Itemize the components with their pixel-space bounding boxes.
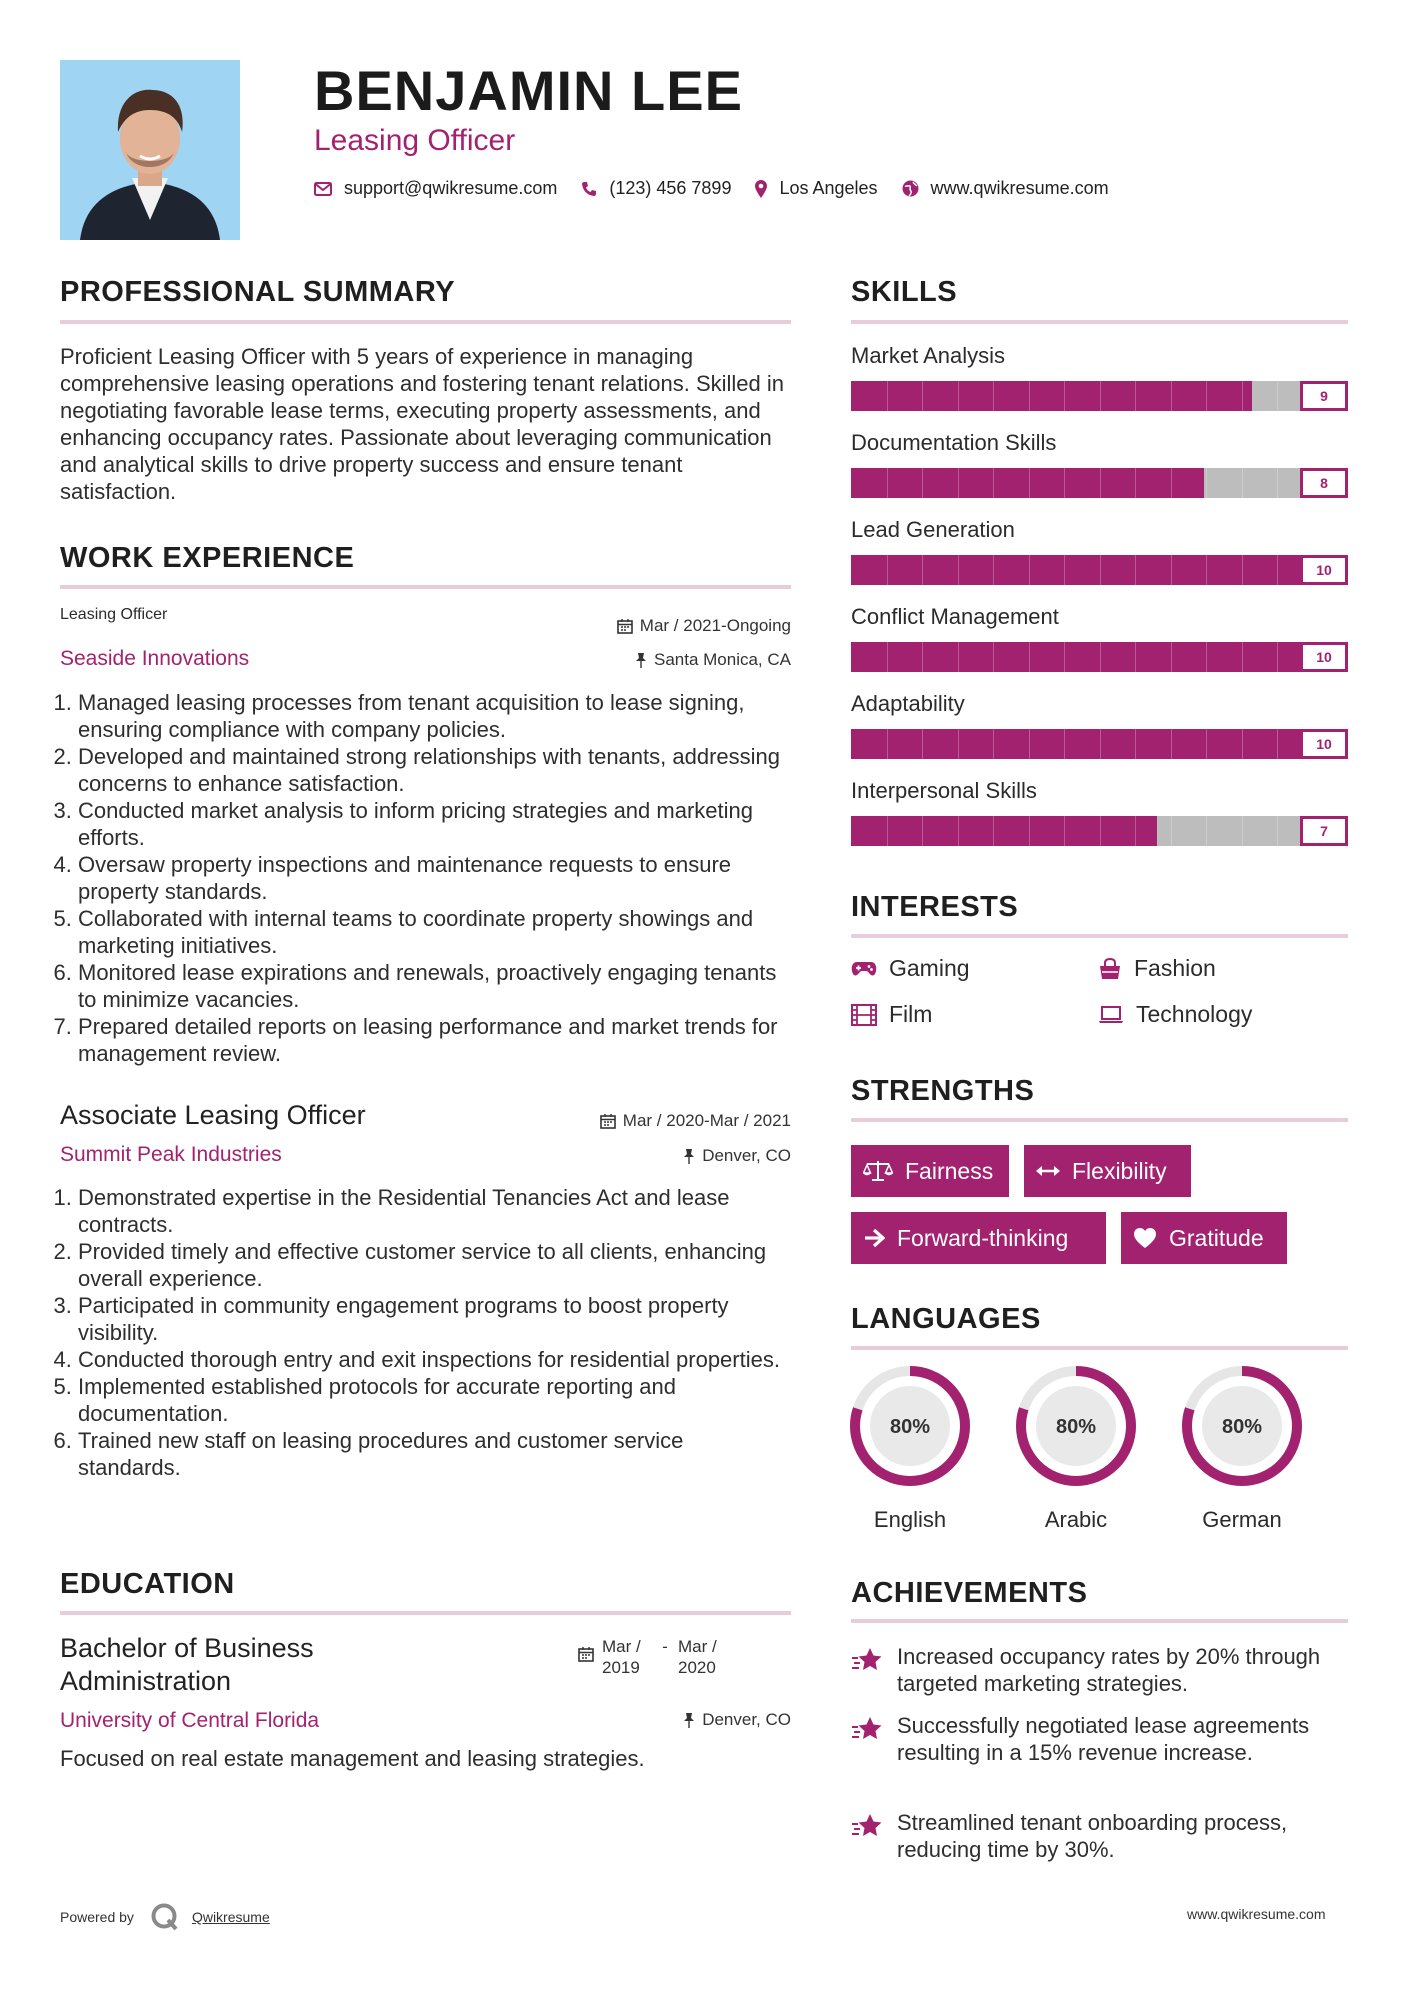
- interest-item: [1098, 955, 1216, 982]
- skill-bar-segment: [887, 729, 888, 759]
- list-item: 5. Collaborated with internal teams to coordinate property showings and marketing initiatives.: [78, 905, 791, 959]
- language-item: [1180, 1364, 1304, 1533]
- skill-label: Documentation Skills: [851, 430, 1057, 455]
- skill-bar-segment: [1206, 642, 1207, 672]
- footer-brand-link[interactable]: Qwikresume: [191, 1909, 270, 1925]
- job-company: Summit Peak Industries: [60, 1143, 282, 1166]
- globe-icon: [902, 180, 919, 197]
- calendar-icon: [578, 1646, 594, 1662]
- skill-bar-segment: [1100, 642, 1101, 672]
- skill-bar-segment: [1206, 729, 1207, 759]
- language-item: [1014, 1364, 1138, 1533]
- shopping-bag-icon: [1098, 958, 1122, 980]
- pushpin-icon: [635, 652, 647, 668]
- laptop-icon: [1098, 1006, 1124, 1024]
- education-dates: [578, 1636, 728, 1678]
- envelope-icon: [314, 182, 332, 196]
- skill-bar-segment: [922, 468, 923, 498]
- skill-bar-segment: [1064, 468, 1065, 498]
- skill-bar-segment: [1171, 816, 1172, 846]
- skill-bar: [851, 729, 1348, 759]
- skill-bar-segment: [1135, 642, 1136, 672]
- language-ring: [1180, 1364, 1304, 1488]
- skill-bar-segment: [887, 642, 888, 672]
- summary-text: Proficient Leasing Officer with 5 years of experience in managing comprehensive leasing operations and fostering tenant relations. Skilled in negotiating favorable lease terms, executing property assessments, and enhancing occupancy rates. Passionate about leveraging communication and analytical skills to drive property success and ensure tenant satisfaction.: [60, 344, 784, 504]
- film-icon: [851, 1004, 877, 1026]
- skill-bar-segment: [1100, 555, 1101, 585]
- interests-divider: [851, 934, 1348, 938]
- strength-chip: [851, 1145, 1009, 1197]
- skill-bar-fill: [851, 468, 1204, 498]
- skill-bar-segment: [993, 468, 994, 498]
- contact-phone-text: (123) 456 7899: [609, 178, 732, 198]
- skill-bar-segment: [1029, 468, 1030, 498]
- interest-label: Fashion: [1134, 955, 1216, 981]
- skill-label: Lead Generation: [851, 517, 1015, 542]
- language-name: Arabic: [1044, 1507, 1108, 1532]
- list-item: 2. Provided timely and effective customer service to all clients, enhancing overall experience.: [78, 1238, 791, 1292]
- candidate-name: BENJAMIN LEE: [314, 59, 743, 122]
- job-dates: [500, 616, 791, 636]
- skill-bar-segment: [1135, 816, 1136, 846]
- skill-bar-segment: [1029, 729, 1030, 759]
- calendar-icon: [617, 618, 633, 634]
- achievements-heading: ACHIEVEMENTS: [851, 1577, 1088, 1609]
- job-location: [500, 650, 791, 670]
- job-bullets: [60, 1184, 791, 1481]
- contact-phone[interactable]: [581, 178, 731, 199]
- phone-icon: [581, 181, 597, 197]
- skill-bar-segment: [922, 642, 923, 672]
- language-item: [848, 1364, 972, 1533]
- skill-bar-segment: [887, 816, 888, 846]
- skill-level-value: 7: [1300, 816, 1348, 846]
- skill-bar-segment: [1171, 642, 1172, 672]
- skills-heading: SKILLS: [851, 276, 958, 308]
- skill-level-value: 8: [1300, 468, 1348, 498]
- skill-bar-segment: [1064, 555, 1065, 585]
- list-item: 4. Conducted thorough entry and exit inspections for residential properties.: [78, 1346, 791, 1373]
- skill-label: Market Analysis: [851, 343, 1006, 368]
- strength-label: Forward-thinking: [897, 1224, 1069, 1251]
- skill-bar-segment: [1277, 555, 1278, 585]
- strength-label: Gratitude: [1169, 1224, 1264, 1251]
- list-item: 6. Monitored lease expirations and renewals, proactively engaging tenants to minimize vacancies.: [78, 959, 791, 1013]
- achievement-text: Increased occupancy rates by 20% through targeted marketing strategies.: [897, 1644, 1321, 1696]
- map-pin-icon: [755, 180, 767, 198]
- footer-url[interactable]: www.qwikresume.com: [1187, 1906, 1326, 1922]
- skill-bar-segment: [1064, 729, 1065, 759]
- job-title: Leasing Officer: [60, 606, 168, 623]
- contact-website-text: www.qwikresume.com: [930, 178, 1109, 198]
- list-item: 1. Demonstrated expertise in the Residential Tenancies Act and lease contracts.: [78, 1184, 791, 1238]
- summary-divider: [60, 320, 791, 324]
- skill-bar-segment: [922, 816, 923, 846]
- qwikresume-logo-icon: [150, 1902, 180, 1932]
- skill-bar-segment: [1171, 468, 1172, 498]
- list-item: 3. Conducted market analysis to inform pricing strategies and marketing efforts.: [78, 797, 791, 851]
- skill-bar-segment: [1135, 468, 1136, 498]
- gamepad-icon: [851, 960, 877, 978]
- skill-level-value: 10: [1300, 555, 1348, 585]
- job-company: Seaside Innovations: [60, 647, 250, 670]
- heart-icon: [1133, 1227, 1157, 1249]
- skill-bar-fill: [851, 816, 1157, 846]
- education-location: [500, 1710, 791, 1730]
- skill-bar-segment: [1277, 642, 1278, 672]
- skill-bar-segment: [993, 642, 994, 672]
- interest-item: [851, 1001, 932, 1028]
- skill-bar-segment: [1242, 729, 1243, 759]
- candidate-title: Leasing Officer: [314, 124, 516, 157]
- skill-bar: [851, 381, 1348, 411]
- skill-label: Interpersonal Skills: [851, 778, 1037, 803]
- skill-label: Conflict Management: [851, 604, 1059, 629]
- skill-bar-segment: [1100, 816, 1101, 846]
- footer-powered: [60, 1902, 270, 1932]
- achievement-item: [851, 1809, 1348, 1863]
- skill-bar-segment: [1242, 468, 1243, 498]
- pushpin-icon: [683, 1148, 695, 1164]
- skill-bar-segment: [922, 381, 923, 411]
- skill-bar-segment: [1242, 816, 1243, 846]
- language-name: German: [1202, 1507, 1282, 1532]
- skill-bar-segment: [1206, 555, 1207, 585]
- skill-bar-segment: [1064, 642, 1065, 672]
- contact-email[interactable]: [314, 178, 557, 199]
- job-location-text: Santa Monica, CA: [653, 650, 791, 669]
- skill-bar: [851, 816, 1348, 846]
- skill-bar-segment: [1064, 816, 1065, 846]
- job-bullets: [60, 689, 791, 1067]
- skill-bar-segment: [1064, 381, 1065, 411]
- star-trophy-icon: [851, 1714, 883, 1742]
- interest-label: Technology: [1136, 1001, 1253, 1027]
- job-title: Associate Leasing Officer: [60, 1100, 366, 1130]
- language-ring: [848, 1364, 972, 1488]
- achievement-text: Successfully negotiated lease agreements resulting in a 15% revenue increase.: [897, 1713, 1310, 1765]
- list-item: 5. Implemented established protocols for accurate reporting and documentation.: [78, 1373, 791, 1427]
- skill-bar-segment: [1206, 381, 1207, 411]
- list-item: 4. Oversaw property inspections and maintenance requests to ensure property standards.: [78, 851, 791, 905]
- skill-bar-segment: [887, 555, 888, 585]
- skill-bar-segment: [1135, 381, 1136, 411]
- pushpin-icon: [683, 1712, 695, 1728]
- skill-bar-segment: [958, 381, 959, 411]
- list-item: 3. Participated in community engagement programs to boost property visibility.: [78, 1292, 791, 1346]
- interest-item: [1098, 1001, 1252, 1028]
- skill-bar-segment: [1277, 381, 1278, 411]
- interest-label: Film: [889, 1001, 933, 1027]
- achievement-item: [851, 1712, 1348, 1766]
- skill-bar-segment: [1171, 381, 1172, 411]
- contact-website[interactable]: [902, 178, 1109, 199]
- education-end: Mar / 2020: [678, 1637, 717, 1677]
- arrows-horizontal-icon: [1036, 1164, 1060, 1178]
- strengths-heading: STRENGTHS: [851, 1075, 1035, 1107]
- language-name: English: [873, 1507, 947, 1532]
- skill-bar-segment: [922, 729, 923, 759]
- list-item: 7. Prepared detailed reports on leasing performance and market trends for management review.: [78, 1013, 791, 1067]
- contact-location: [755, 178, 877, 199]
- balance-scale-icon: [863, 1160, 893, 1182]
- achievement-item: [851, 1643, 1348, 1697]
- skill-bar-segment: [1277, 816, 1278, 846]
- footer-powered-label: Powered by: [60, 1909, 134, 1925]
- contact-bar: [314, 178, 1133, 199]
- list-item: 2. Developed and maintained strong relationships with tenants, addressing concerns to enhance satisfaction.: [78, 743, 791, 797]
- skill-bar-segment: [958, 729, 959, 759]
- skill-level-value: 10: [1300, 729, 1348, 759]
- job-dates-text: Mar / 2020-Mar / 2021: [622, 1111, 791, 1130]
- education-dash: -: [662, 1637, 668, 1656]
- skill-bar-segment: [1100, 729, 1101, 759]
- skill-bar: [851, 642, 1348, 672]
- skill-bar-segment: [1277, 468, 1278, 498]
- skill-bar-segment: [1029, 555, 1030, 585]
- languages-divider: [851, 1346, 1348, 1350]
- job-dates: [500, 1111, 791, 1131]
- strength-label: Flexibility: [1072, 1157, 1167, 1184]
- skill-bar-segment: [1029, 816, 1030, 846]
- skill-bar: [851, 468, 1348, 498]
- language-ring: [1014, 1364, 1138, 1488]
- strength-chip: [851, 1212, 1106, 1264]
- education-description: Focused on real estate management and leasing strategies.: [60, 1746, 645, 1771]
- language-percent: 80%: [889, 1416, 931, 1438]
- achievements-divider: [851, 1619, 1348, 1623]
- skill-bar-segment: [1277, 729, 1278, 759]
- skill-bar-segment: [958, 468, 959, 498]
- education-degree: Bachelor of Business Administration: [60, 1633, 314, 1696]
- skill-bar-segment: [887, 468, 888, 498]
- interest-item: [851, 955, 970, 982]
- education-heading: EDUCATION: [60, 1568, 235, 1600]
- skill-bar-segment: [993, 729, 994, 759]
- skill-bar-segment: [1135, 555, 1136, 585]
- list-item: 1. Managed leasing processes from tenant acquisition to lease signing, ensuring compliance with company policies.: [78, 689, 791, 743]
- arrow-right-icon: [863, 1228, 885, 1248]
- education-school: University of Central Florida: [60, 1709, 320, 1732]
- skill-level-value: 10: [1300, 642, 1348, 672]
- skill-bar-segment: [1242, 381, 1243, 411]
- experience-heading: WORK EXPERIENCE: [60, 542, 355, 574]
- contact-email-text: support@qwikresume.com: [344, 178, 558, 198]
- skill-bar-segment: [1242, 642, 1243, 672]
- strength-chip: [1024, 1145, 1191, 1197]
- skill-bar-segment: [1029, 642, 1030, 672]
- job-location-text: Denver, CO: [702, 1146, 791, 1165]
- skill-bar-segment: [958, 816, 959, 846]
- skill-bar-segment: [887, 381, 888, 411]
- skill-bar-segment: [993, 381, 994, 411]
- summary-heading: PROFESSIONAL SUMMARY: [60, 276, 456, 308]
- skill-bar-segment: [1100, 381, 1101, 411]
- strength-chip: [1121, 1212, 1287, 1264]
- interests-heading: INTERESTS: [851, 891, 1019, 923]
- languages-heading: LANGUAGES: [851, 1303, 1041, 1335]
- achievement-text: Streamlined tenant onboarding process, reducing time by 30%.: [897, 1810, 1288, 1862]
- skill-bar-segment: [1171, 555, 1172, 585]
- skill-bar-segment: [922, 555, 923, 585]
- language-percent: 80%: [1221, 1416, 1263, 1438]
- star-trophy-icon: [851, 1811, 883, 1839]
- skill-bar-segment: [993, 816, 994, 846]
- skill-bar-fill: [851, 381, 1252, 411]
- language-percent: 80%: [1055, 1416, 1097, 1438]
- skill-bar-segment: [1135, 729, 1136, 759]
- skill-bar-segment: [958, 642, 959, 672]
- skill-bar-segment: [993, 555, 994, 585]
- skill-bar: [851, 555, 1348, 585]
- education-start: Mar / 2019: [602, 1637, 641, 1677]
- interest-label: Gaming: [889, 955, 970, 981]
- skills-divider: [851, 320, 1348, 324]
- skill-bar-segment: [958, 555, 959, 585]
- skill-bar-segment: [1171, 729, 1172, 759]
- list-item: 6. Trained new staff on leasing procedures and customer service standards.: [78, 1427, 791, 1481]
- skill-bar-segment: [1029, 381, 1030, 411]
- strength-label: Fairness: [905, 1157, 994, 1184]
- skill-label: Adaptability: [851, 691, 965, 716]
- skill-bar-segment: [1242, 555, 1243, 585]
- skill-bar-segment: [1206, 816, 1207, 846]
- skill-bar-segment: [1100, 468, 1101, 498]
- education-divider: [60, 1611, 791, 1615]
- calendar-icon: [600, 1113, 616, 1129]
- strengths-divider: [851, 1118, 1348, 1122]
- experience-divider: [60, 585, 791, 589]
- profile-photo: [60, 60, 240, 240]
- skill-level-value: 9: [1300, 381, 1348, 411]
- job-dates-text: Mar / 2021-Ongoing: [639, 616, 791, 635]
- education-location-text: Denver, CO: [702, 1710, 791, 1729]
- star-trophy-icon: [851, 1645, 883, 1673]
- contact-location-text: Los Angeles: [779, 178, 878, 198]
- job-location: [500, 1146, 791, 1166]
- skill-bar-segment: [1206, 468, 1207, 498]
